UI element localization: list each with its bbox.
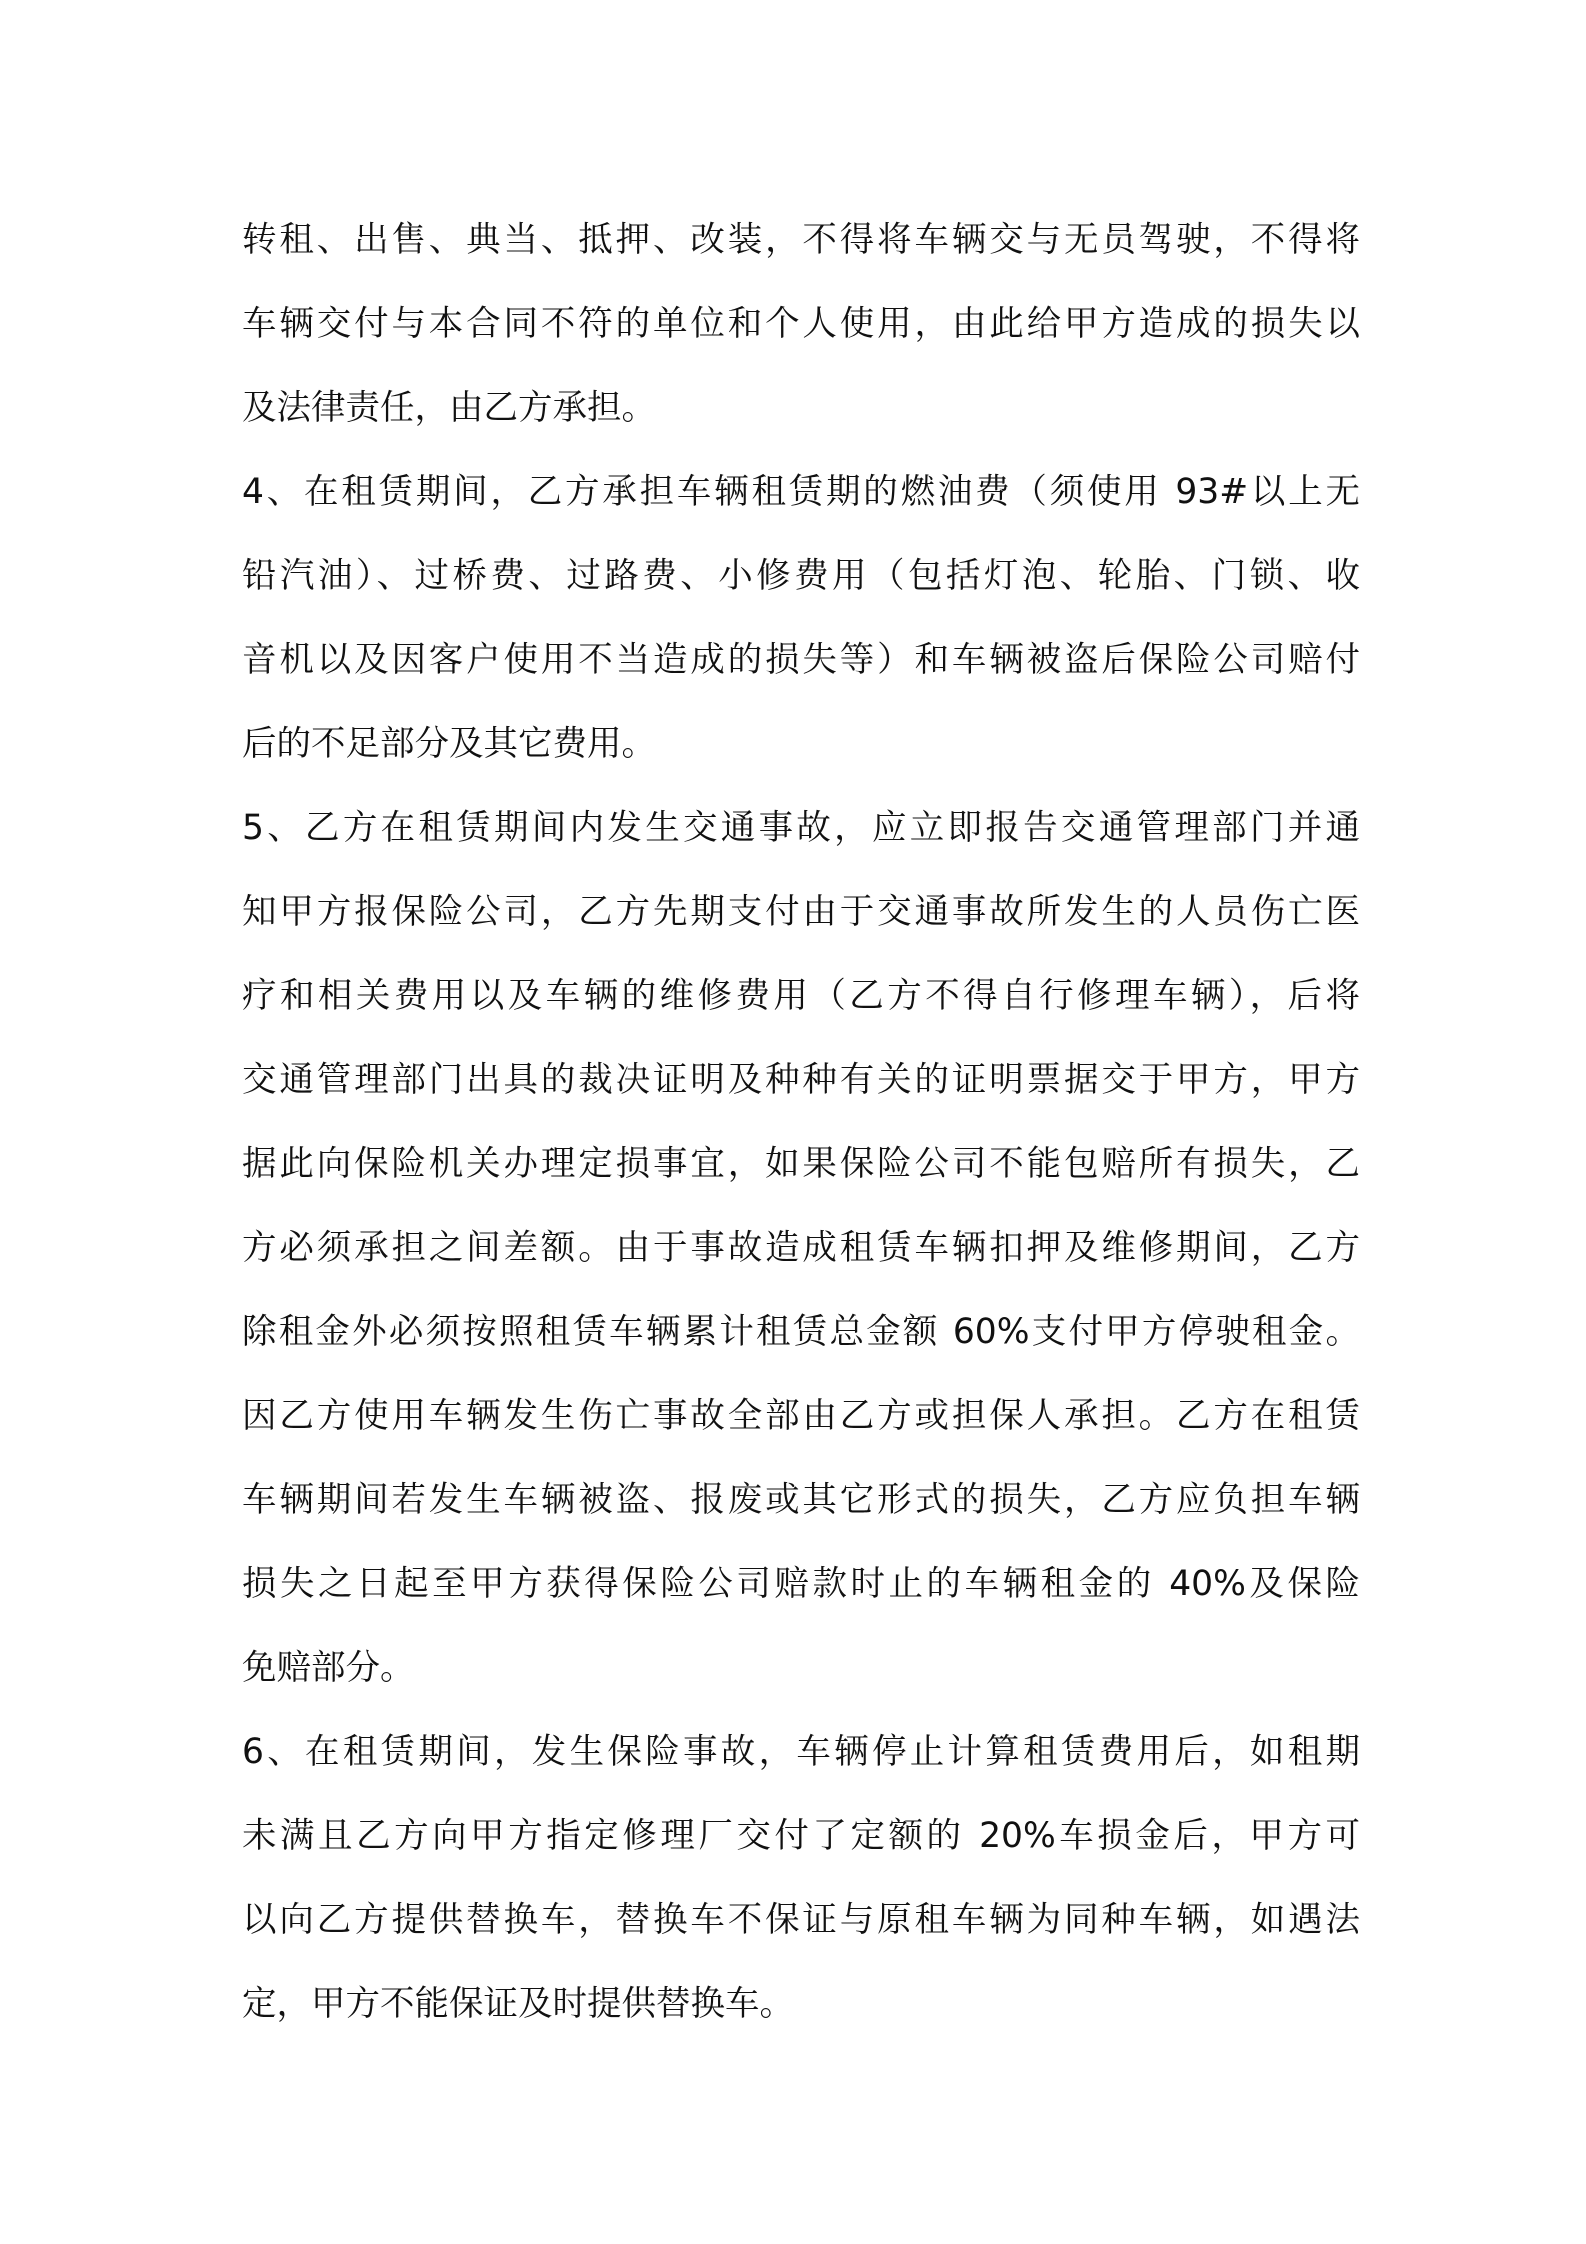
contract-body-text: [242, 198, 1360, 2046]
text-line: 定，甲方不能保证及时提供替换车。: [242, 1984, 794, 2024]
text-line: 后的不足部分及其它费用。: [242, 724, 656, 764]
text-line: 据此向保险机关办理定损事宜，如果保险公司不能包赔所有损失，乙: [242, 1144, 1360, 1184]
text-line: 知甲方报保险公司，乙方先期支付由于交通事故所发生的人员伤亡医: [242, 892, 1360, 932]
text-line: 车辆期间若发生车辆被盗、报废或其它形式的损失，乙方应负担车辆: [242, 1480, 1360, 1520]
text-line: 交通管理部门出具的裁决证明及种种有关的证明票据交于甲方，甲方: [242, 1060, 1360, 1100]
text-line: 转租、出售、典当、抵押、改装，不得将车辆交与无员驾驶，不得将: [242, 220, 1360, 260]
text-line: 及法律责任，由乙方承担。: [242, 388, 656, 428]
text-line: 方必须承担之间差额。由于事故造成租赁车辆扣押及维修期间，乙方: [242, 1228, 1360, 1268]
text-line: 除租金外必须按照租赁车辆累计租赁总金额 60%支付甲方停驶租金。: [242, 1312, 1360, 1352]
text-line: 4、在租赁期间，乙方承担车辆租赁期的燃油费（须使用 93#以上无: [242, 472, 1360, 512]
text-line: 以向乙方提供替换车，替换车不保证与原租车辆为同种车辆，如遇法: [242, 1900, 1360, 1940]
text-line: 损失之日起至甲方获得保险公司赔款时止的车辆租金的 40%及保险: [242, 1564, 1360, 1604]
text-line: 5、乙方在租赁期间内发生交通事故，应立即报告交通管理部门并通: [242, 808, 1360, 848]
text-line: 疗和相关费用以及车辆的维修费用（乙方不得自行修理车辆），后将: [242, 976, 1360, 1016]
text-line: 因乙方使用车辆发生伤亡事故全部由乙方或担保人承担。乙方在租赁: [242, 1396, 1360, 1436]
text-line: 免赔部分。: [242, 1648, 415, 1688]
text-line: 铅汽油）、过桥费、过路费、小修费用（包括灯泡、轮胎、门锁、收: [242, 556, 1360, 596]
text-line: 音机以及因客户使用不当造成的损失等）和车辆被盗后保险公司赔付: [242, 640, 1360, 680]
text-line: 未满且乙方向甲方指定修理厂交付了定额的 20%车损金后，甲方可: [242, 1816, 1360, 1856]
text-line: 6、在租赁期间，发生保险事故，车辆停止计算租赁费用后，如租期: [242, 1732, 1360, 1772]
text-line: 车辆交付与本合同不符的单位和个人使用，由此给甲方造成的损失以: [242, 304, 1360, 344]
